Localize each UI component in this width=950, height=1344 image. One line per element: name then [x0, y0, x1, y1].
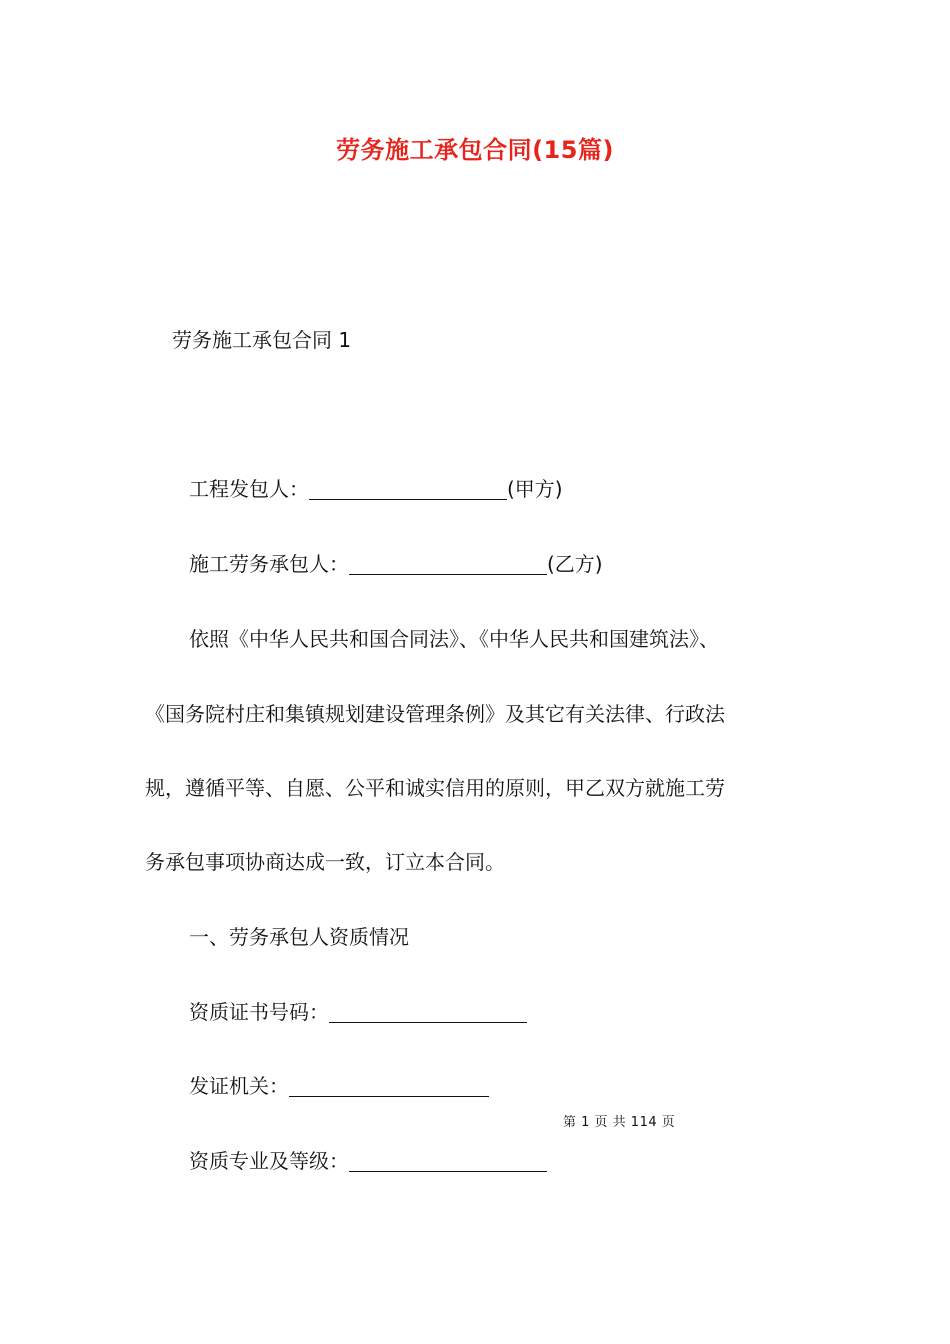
- cert-number-blank-field[interactable]: [329, 1000, 527, 1023]
- section-heading: 劳务施工承包合同 1: [172, 328, 352, 352]
- contractor-line: [189, 550, 603, 578]
- clause-1-heading: 一、劳务承包人资质情况: [189, 925, 409, 949]
- page-footer: 第 1 页 共 114 页: [563, 1115, 676, 1130]
- issuing-authority-blank-field[interactable]: [289, 1074, 489, 1097]
- employer-suffix: (甲方): [507, 477, 563, 501]
- cert-number-line: [189, 998, 527, 1026]
- paragraph-line-4: 务承包事项协商达成一致，订立本合同。: [145, 850, 505, 874]
- contractor-blank-field[interactable]: [349, 552, 547, 575]
- paragraph-line-3: 规，遵循平等、自愿、公平和诚实信用的原则，甲乙双方就施工劳: [145, 776, 725, 800]
- qualification-label: 资质专业及等级：: [189, 1149, 349, 1173]
- cert-number-label: 资质证书号码：: [189, 1000, 329, 1024]
- qualification-blank-field[interactable]: [349, 1149, 547, 1172]
- contractor-suffix: (乙方): [547, 552, 603, 576]
- contractor-label: 施工劳务承包人：: [189, 552, 349, 576]
- employer-blank-field[interactable]: [309, 477, 507, 500]
- document-title: 劳务施工承包合同(15篇): [336, 136, 614, 164]
- qualification-line: [189, 1147, 547, 1175]
- paragraph-line-2: 《国务院村庄和集镇规划建设管理条例》及其它有关法律、行政法: [145, 702, 725, 726]
- employer-line: [189, 475, 563, 503]
- paragraph-line-1: 依照《中华人民共和国合同法》、《中华人民共和国建筑法》、: [189, 627, 719, 651]
- issuing-authority-line: [189, 1072, 489, 1100]
- employer-label: 工程发包人：: [189, 477, 309, 501]
- issuing-authority-label: 发证机关：: [189, 1074, 289, 1098]
